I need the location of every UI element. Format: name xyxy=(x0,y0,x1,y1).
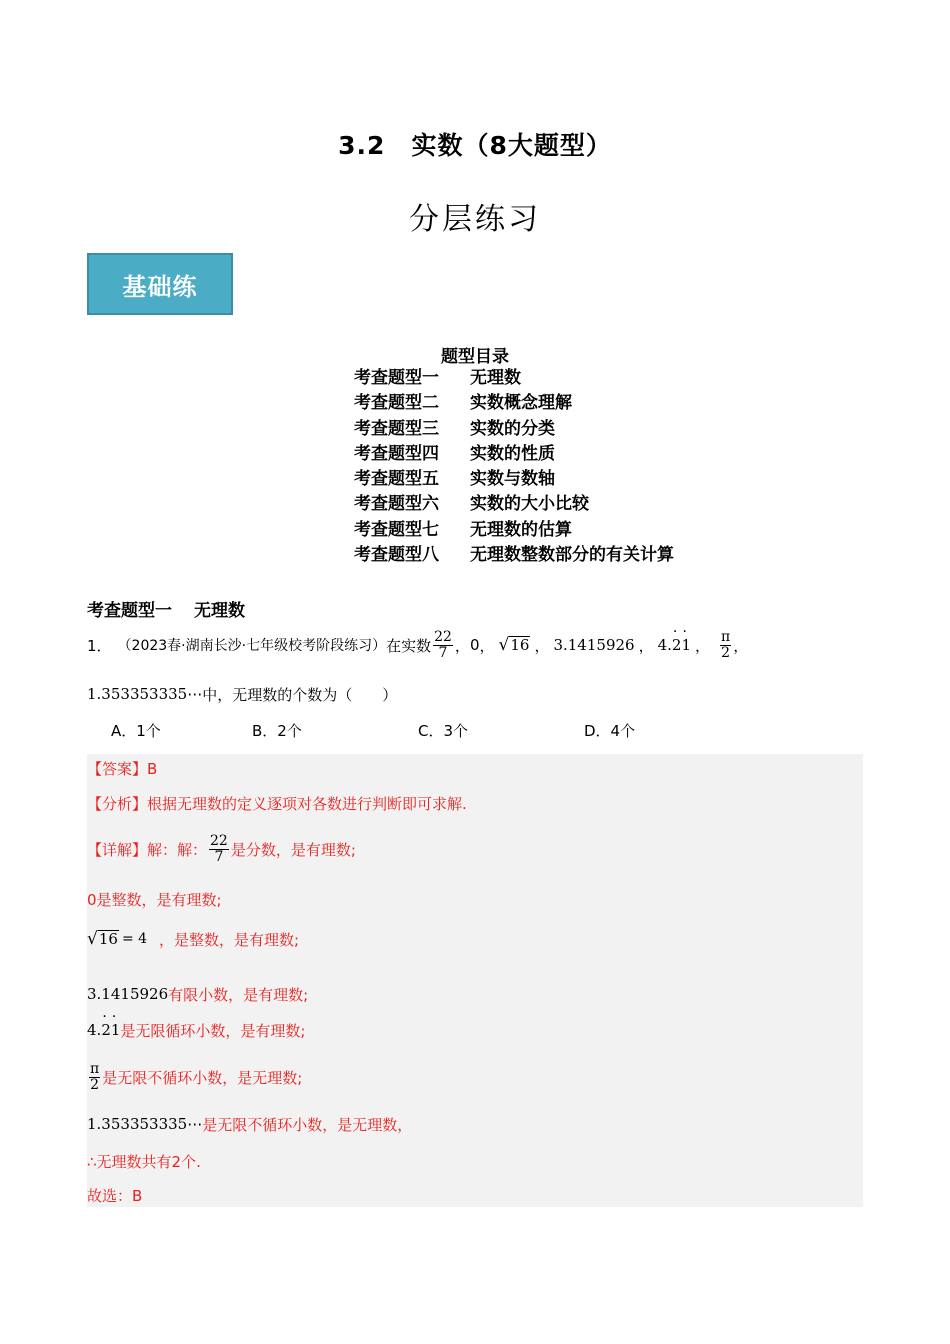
toc-item-label: 实数的性质 xyxy=(470,443,555,464)
sqrt-arg: 16 xyxy=(510,636,530,655)
question-number: 1． xyxy=(87,636,112,655)
number-1-353: 1.353353335⋯ xyxy=(87,685,203,703)
conclusion-text: ∴无理数共有2个. xyxy=(87,1152,201,1171)
toc-item[interactable] xyxy=(354,492,674,517)
rep-int: 4. xyxy=(87,1021,102,1039)
toc-item-label: 实数概念理解 xyxy=(470,393,572,414)
frac-num: 22 xyxy=(210,832,228,849)
level-badge: 基础练 xyxy=(87,253,233,315)
option-b[interactable]: B．2个 xyxy=(252,722,302,740)
toc-item-key: 考查题型五 xyxy=(354,469,439,490)
detail-text: ，是整数，是有理数; xyxy=(159,930,300,949)
detail-line-sqrt xyxy=(87,924,299,954)
detail-text: 是无限不循环小数，是无理数， xyxy=(202,1115,413,1134)
repeating-decimal xyxy=(658,636,691,654)
detail-text: 是无限循环小数，是有理数; xyxy=(120,1021,306,1040)
fraction-22-7 xyxy=(209,834,229,864)
frac-num: 22 xyxy=(434,628,452,645)
separator: ， xyxy=(454,636,470,655)
toc-item-key: 考查题型七 xyxy=(354,519,439,540)
sqrt-arg: 16 xyxy=(98,930,118,949)
question-stem-prefix: 在实数 xyxy=(386,636,432,655)
toc-item-key: 考查题型一 xyxy=(354,368,439,388)
toc-item-label: 无理数 xyxy=(470,368,521,388)
section-heading xyxy=(87,596,245,621)
frac-num: π xyxy=(721,628,731,645)
detail-line-repeating xyxy=(87,1018,305,1042)
radical-icon: √ xyxy=(87,928,98,949)
toc-item-key: 考查题型六 xyxy=(354,494,439,515)
detail-text: 是分数，是有理数; xyxy=(230,840,356,859)
toc-item-label: 无理数的估算 xyxy=(470,519,572,540)
detail-text: 是无限不循环小数，是无理数; xyxy=(102,1068,303,1087)
rep-digit: · 2 xyxy=(101,1021,111,1039)
option-c[interactable]: C．3个 xyxy=(418,722,469,740)
fraction-pi-2 xyxy=(720,630,731,660)
number-1-353: 1.353353335⋯ xyxy=(87,1115,203,1133)
analysis-text: 【分析】根据无理数的定义逐项对各数进行判断即可求解. xyxy=(87,794,467,813)
toc-item-label: 实数的分类 xyxy=(470,418,555,439)
fraction-22-7 xyxy=(433,630,453,660)
number-3-1415926: 3.1415926 xyxy=(553,636,635,654)
question-line-2 xyxy=(87,682,397,706)
toc-item[interactable] xyxy=(354,518,674,543)
fraction-pi-2 xyxy=(89,1062,100,1092)
repeating-decimal xyxy=(87,1021,120,1039)
separator: ， xyxy=(534,636,550,655)
separator: ， xyxy=(479,636,495,655)
toc-item-label: 实数的大小比较 xyxy=(470,494,589,515)
toc-item[interactable] xyxy=(354,467,674,492)
toc-list xyxy=(354,366,674,568)
rep-int: 4. xyxy=(657,636,672,654)
detail-text: 有限小数，是有理数; xyxy=(168,985,309,1004)
detail-line-zero: 0是整数，是有理数; xyxy=(87,890,222,909)
toc-item-key: 考查题型二 xyxy=(354,393,439,414)
toc-item-label: 实数与数轴 xyxy=(470,469,555,490)
rep-digit: · 1 xyxy=(111,1021,121,1039)
toc-item-key: 考查题型八 xyxy=(354,545,439,566)
answer-panel xyxy=(87,754,863,1207)
option-d[interactable]: D．4个 xyxy=(584,722,636,740)
toc-title: 题型目录 xyxy=(441,347,509,367)
sqrt-result: = 4 xyxy=(121,931,148,947)
question-source: （2023春·湖南长沙·七年级校考阶段练习） xyxy=(117,638,387,654)
rep-digit: · 1 xyxy=(681,636,691,654)
toc-item[interactable] xyxy=(354,417,674,442)
detail-line-1 xyxy=(87,826,356,872)
toc-item[interactable] xyxy=(354,391,674,416)
sqrt-16 xyxy=(499,636,531,654)
number-zero: 0 xyxy=(469,636,480,654)
page-title: 3.2 实数（8大题型） xyxy=(338,131,612,160)
radical-icon: √ xyxy=(498,634,510,655)
frac-den: 7 xyxy=(214,848,224,865)
section-key: 考查题型一 xyxy=(87,601,172,621)
separator: ， xyxy=(695,636,711,655)
detail-line-last xyxy=(87,1112,412,1136)
toc-item-label: 无理数整数部分的有关计算 xyxy=(470,545,674,566)
separator: ， xyxy=(638,636,654,655)
option-a[interactable]: A．1个 xyxy=(111,722,161,740)
number-3-1415926: 3.1415926 xyxy=(87,985,169,1003)
frac-den: 2 xyxy=(90,1076,100,1093)
frac-num: π xyxy=(90,1060,100,1077)
toc-item-key: 考查题型四 xyxy=(354,443,439,464)
separator: ， xyxy=(733,636,749,655)
question-line-1 xyxy=(87,622,748,668)
toc-item[interactable] xyxy=(354,543,674,568)
question-stem-suffix: 中，无理数的个数为（ ） xyxy=(202,685,398,704)
detail-line-3-14 xyxy=(87,983,308,1005)
rep-digit: · 2 xyxy=(672,636,682,654)
detail-line-pi xyxy=(87,1054,302,1100)
frac-den: 2 xyxy=(721,644,731,661)
toc-item-key: 考查题型三 xyxy=(354,418,439,439)
section-label: 无理数 xyxy=(194,601,245,621)
answer-label: 【答案】B xyxy=(87,759,158,778)
frac-den: 7 xyxy=(438,644,448,661)
detail-prefix: 【详解】解：解： xyxy=(87,840,208,859)
toc-item[interactable] xyxy=(354,442,674,467)
choice-text: 故选：B xyxy=(87,1186,143,1205)
toc-item[interactable] xyxy=(354,366,674,391)
sqrt-16 xyxy=(87,930,119,948)
page-subtitle: 分层练习 xyxy=(409,202,541,237)
